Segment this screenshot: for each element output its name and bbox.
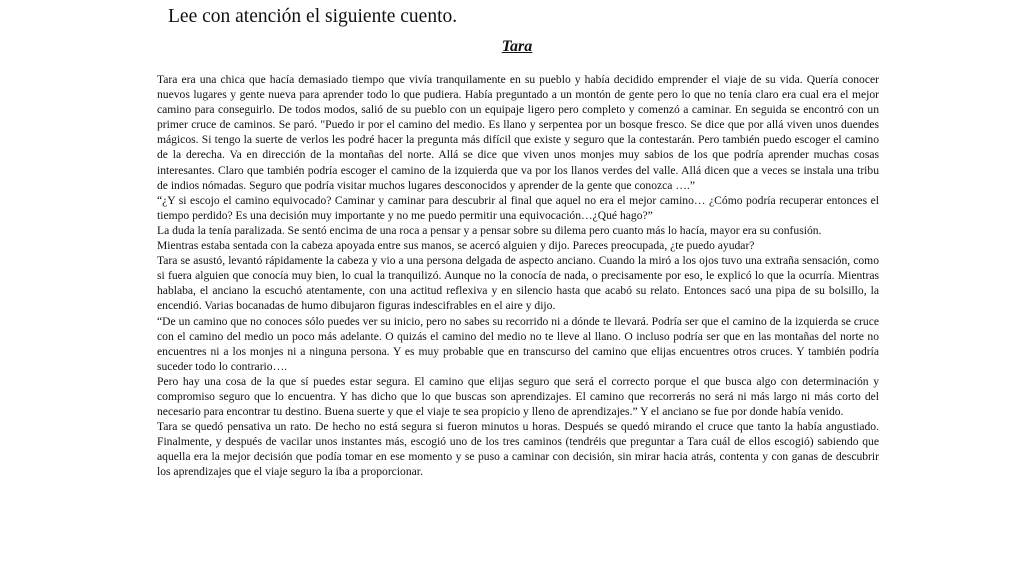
story-paragraph: Tara se quedó pensativa un rato. De hecho no está segura si fueron minutos u horas. Después se quedó mirando el cruce que tanto la había angustiado. Finalmente, y después de vacilar unos instantes más, escogió uno de los tres caminos (tendréis que preguntar a Tara cuál de ellos escogió) sabiendo que aquella era la mejor decisión que podía tomar en ese momento y se puso a caminar con decisión, sin mirar hacia atrás, contenta y con ganas de descubrir los aprendizajes que el viaje seguro la iba a proporcionar. — [157, 420, 879, 479]
story-paragraph: Tara era una chica que hacía demasiado tiempo que vivía tranquilamente en su pueblo y había decidido emprender el viaje de su vida. Quería conocer nuevos lugares y gente nueva para aprender todo lo que pudiera. Había preguntado a un montón de gente pero lo que no tenía claro era cual era el mejor camino para conseguirlo. De todos modos, salió de su pueblo con un equipaje ligero pero completo y comenzó a caminar. En seguida se encontró con un primer cruce de caminos. Se paró. "Puedo ir por el camino del medio. Es llano y serpentea por un bosque fresco. Se dice que por allá viven unos duendes mágicos. Si tengo la suerte de verlos les podré hacer la pregunta más difícil que existe y seguro que la contestarán. Pero también puedo escoger el camino de la derecha. Va en dirección de la montañas del norte. Allá se dice que viven unos monjes muy sabios de los que podría aprender muchas cosas interesantes. Claro que también podría escoger el camino de la izquierda que va por los llanos verdes del valle. Allá dicen que a veces se instala una tribu de indios nómadas. Seguro que podría visitar muchos lugares desconocidos y aprender de la gente que conozca ….” — [157, 73, 879, 192]
story-body — [157, 72, 879, 480]
instruction-heading: Lee con atención el siguiente cuento. — [168, 6, 458, 27]
story-paragraph: “De un camino que no conoces sólo puedes ver su inicio, pero no sabes su recorrido ni a dónde te llevará. Podría ser que el camino de la izquierda se cruce con el camino del medio un poco más adelante. O quizás el camino del medio no te lleve al llano. O incluso podría ser que en las montañas del norte no encuentres ni a los monjes ni a ninguna persona. Y es muy probable que en transcurso del camino que elijas encuentres otros cruces. Y también podría suceder todo lo contrario…. — [157, 314, 879, 373]
story-title: Tara — [501, 38, 533, 55]
story-paragraph: Tara se asustó, levantó rápidamente la cabeza y vio a una persona delgada de aspecto anciano. Cuando la miró a los ojos tuvo una extraña sensación, como si fuera alguien que conocía muy bien, lo cual la tranquilizó. Aunque no la conocía de nada, o precisamente por eso, le explicó lo que la ocurría. Mientras hablaba, el anciano la escuchó atentamente, con una actitud reflexiva y en silencio hasta que acabó su relato. Entonces sacó una pipa de su bolsillo, la encendió. Varias bocanadas de humo dibujaron figuras indescifrables en el aire y dijo. — [157, 254, 879, 313]
story-paragraph: Pero hay una cosa de la que sí puedes estar segura. El camino que elijas seguro que será el correcto porque el que busca algo con determinación y compromiso seguro que lo encuentra. Y has dicho que lo que buscas son aprendizajes. El camino que recorrerás no será ni más largo ni más corto del necesario para encontrar tu destino. Buena suerte y que el viaje te sea propicio y lleno de aprendizajes.” Y el anciano se fue por donde había venido. — [157, 374, 879, 419]
story-paragraph: Mientras estaba sentada con la cabeza apoyada entre sus manos, se acercó alguien y dijo. Pareces preocupada, ¿te puedo ayudar? — [157, 239, 755, 253]
story-paragraph: La duda la tenía paralizada. Se sentó encima de una roca a pensar y a pensar sobre su dilema pero cuanto más lo hacía, mayor era su confusión. — [157, 223, 822, 237]
story-paragraph: “¿Y si escojo el camino equivocado? Caminar y caminar para descubrir al final que aquel no era el mejor camino… ¿Cómo podría recuperar entonces el tiempo perdido? Es una decisión muy importante y no me puedo permitir una equivocación…¿Qué hago?” — [157, 193, 879, 222]
